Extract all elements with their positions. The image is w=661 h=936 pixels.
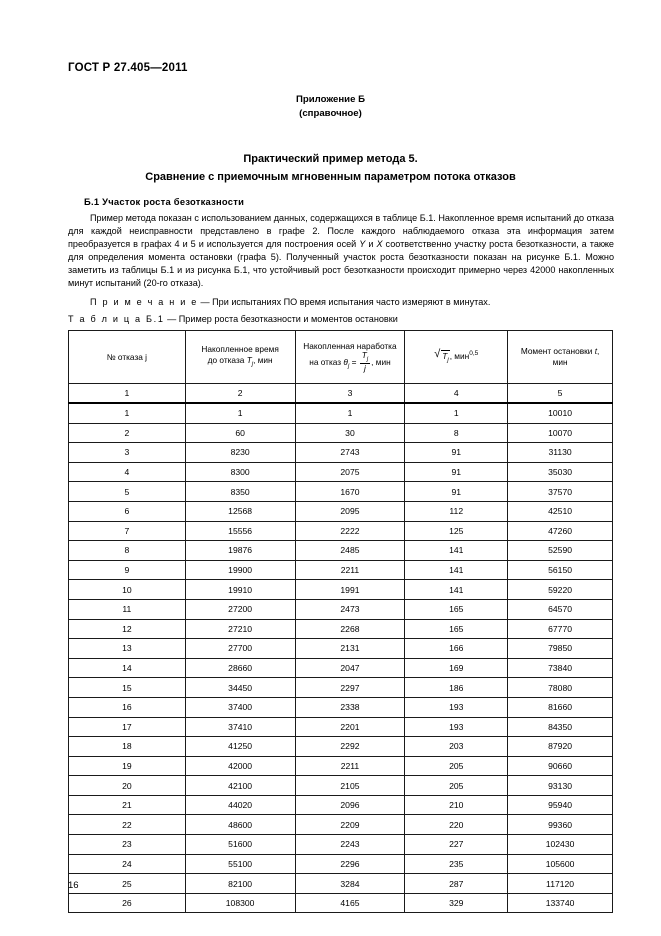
cell-failure-number: 5	[69, 482, 186, 502]
table-caption-text: — Пример роста безотказности и моментов остановки	[164, 314, 398, 324]
cell-mtbf: 30	[295, 423, 405, 443]
cell-sqrt-tj: 203	[405, 737, 508, 757]
cell-mtbf: 2243	[295, 835, 405, 855]
fraction-denominator: j	[364, 362, 366, 373]
cell-failure-number: 11	[69, 599, 186, 619]
cell-failure-number: 7	[69, 521, 186, 541]
table-row	[69, 658, 613, 678]
cell-stop-moment: 84350	[508, 717, 613, 737]
cell-stop-moment: 52590	[508, 541, 613, 561]
variable-x: X	[376, 239, 383, 250]
cell-cumulative-time: 8230	[185, 443, 295, 463]
cell-failure-number: 19	[69, 756, 186, 776]
cell-stop-moment: 59220	[508, 580, 613, 600]
table-row	[69, 599, 613, 619]
cell-failure-number: 12	[69, 619, 186, 639]
cell-cumulative-time: 28660	[185, 658, 295, 678]
table-caption-label: Т а б л и ц а Б.1	[68, 314, 165, 324]
fraction-numerator	[360, 351, 370, 364]
cell-cumulative-time: 15556	[185, 521, 295, 541]
cell-stop-moment: 10070	[508, 423, 613, 443]
page-title-line2: Сравнение с приемочным мгновенным параметром потока отказов	[145, 171, 516, 183]
cell-mtbf: 2131	[295, 639, 405, 659]
cell-cumulative-time: 51600	[185, 835, 295, 855]
cell-mtbf: 2743	[295, 443, 405, 463]
cell-failure-number: 26	[69, 893, 186, 913]
table-row	[69, 501, 613, 521]
section-heading: Б.1 Участок роста безотказности	[84, 196, 245, 207]
cell-cumulative-time: 82100	[185, 874, 295, 894]
cell-sqrt-tj: 205	[405, 776, 508, 796]
cell-sqrt-tj: 287	[405, 874, 508, 894]
cell-sqrt-tj: 186	[405, 678, 508, 698]
cell-cumulative-time: 60	[185, 423, 295, 443]
cell-sqrt-tj: 141	[405, 560, 508, 580]
cell-cumulative-time: 19876	[185, 541, 295, 561]
cell-sqrt-tj: 165	[405, 619, 508, 639]
column-header-stop-moment-line2: мин	[552, 357, 568, 367]
cell-cumulative-time: 48600	[185, 815, 295, 835]
table-row	[69, 815, 613, 835]
col2-suffix: , мин	[253, 354, 273, 365]
cell-mtbf: 2485	[295, 541, 405, 561]
cell-mtbf: 1991	[295, 580, 405, 600]
column-number-5: 5	[508, 384, 613, 404]
table-row	[69, 541, 613, 561]
cell-failure-number: 10	[69, 580, 186, 600]
cell-stop-moment: 79850	[508, 639, 613, 659]
cell-failure-number: 17	[69, 717, 186, 737]
table-caption	[68, 314, 398, 324]
table-row	[69, 443, 613, 463]
cell-cumulative-time: 8350	[185, 482, 295, 502]
table-row	[69, 482, 613, 502]
section-note	[68, 296, 614, 309]
col2-subscript: j	[251, 361, 254, 368]
cell-sqrt-tj: 141	[405, 541, 508, 561]
cell-cumulative-time: 19910	[185, 580, 295, 600]
cell-sqrt-tj: 220	[405, 815, 508, 835]
cell-mtbf: 2209	[295, 815, 405, 835]
fraction-numerator-sub: j	[366, 356, 369, 363]
cell-stop-moment: 47260	[508, 521, 613, 541]
table-row	[69, 639, 613, 659]
cell-failure-number: 9	[69, 560, 186, 580]
paragraph-part-1: Пример метода показан с использованием данных, содержащихся в таблице Б.1. Накопленное время испытаний до отказа для каждой неисправности представлено в графе 2. После каждого наблюдаемого отказа эта информация затем преобразуется в графах 4 и 5 и используется для построения осей	[68, 213, 614, 250]
annex-type: (справочное)	[299, 108, 362, 119]
cell-failure-number: 18	[69, 737, 186, 757]
table-row	[69, 854, 613, 874]
cell-sqrt-tj: 8	[405, 423, 508, 443]
column-header-failure-number	[69, 331, 186, 384]
column-header-sqrt-tj	[405, 331, 508, 384]
cell-cumulative-time: 34450	[185, 678, 295, 698]
sqrt-radicand	[441, 350, 449, 367]
cell-failure-number: 14	[69, 658, 186, 678]
table-header-row	[69, 331, 613, 384]
column-header-cumulative-time-line1: Накопленное время	[201, 343, 279, 354]
cell-cumulative-time: 44020	[185, 795, 295, 815]
cell-failure-number: 24	[69, 854, 186, 874]
cell-cumulative-time: 41250	[185, 737, 295, 757]
cell-mtbf: 1670	[295, 482, 405, 502]
cell-sqrt-tj: 91	[405, 443, 508, 463]
cell-sqrt-tj: 125	[405, 521, 508, 541]
cell-mtbf: 2297	[295, 678, 405, 698]
column-number-row	[69, 384, 613, 404]
column-number-4: 4	[405, 384, 508, 404]
cell-sqrt-tj: 141	[405, 580, 508, 600]
paragraph-part-3: соответственно участку роста безотказности, а также для определения момента остановки (графа 5). Полученный участок роста безотказности показан на рисунке Б.1. Можно заметить из таблицы Б.1 и из рисунка Б.1, что устойчивый рост безотказности происходит примерно через 42000 накопленных минут испытаний (20-го отказа).	[68, 239, 614, 289]
cell-mtbf: 2473	[295, 599, 405, 619]
table-row	[69, 619, 613, 639]
cell-cumulative-time: 8300	[185, 462, 295, 482]
cell-sqrt-tj: 193	[405, 697, 508, 717]
cell-mtbf: 1	[295, 403, 405, 423]
cell-stop-moment: 56150	[508, 560, 613, 580]
cell-mtbf: 2095	[295, 501, 405, 521]
cell-cumulative-time: 42100	[185, 776, 295, 796]
annex-block	[0, 93, 661, 121]
cell-sqrt-tj: 91	[405, 462, 508, 482]
cell-failure-number: 23	[69, 835, 186, 855]
column-header-mtbf-line2	[299, 349, 402, 374]
cell-cumulative-time: 55100	[185, 854, 295, 874]
column-number-3: 3	[295, 384, 405, 404]
table-row	[69, 521, 613, 541]
annex-label: Приложение Б	[296, 94, 365, 105]
cell-stop-moment: 78080	[508, 678, 613, 698]
cell-mtbf: 2047	[295, 658, 405, 678]
table-row	[69, 874, 613, 894]
cell-mtbf: 2105	[295, 776, 405, 796]
cell-failure-number: 2	[69, 423, 186, 443]
cell-cumulative-time: 42000	[185, 756, 295, 776]
col3-suffix: , мин	[371, 356, 391, 367]
column-header-cumulative-time-line2	[189, 355, 292, 371]
cell-cumulative-time: 27700	[185, 639, 295, 659]
table-row	[69, 403, 613, 423]
cell-failure-number: 13	[69, 639, 186, 659]
page-number: 16	[68, 880, 79, 891]
cell-mtbf: 3284	[295, 874, 405, 894]
cell-mtbf: 4165	[295, 893, 405, 913]
cell-sqrt-tj: 205	[405, 756, 508, 776]
col3-subscript: j	[347, 363, 350, 370]
fraction-tj-over-j	[360, 351, 370, 373]
table-data-rows	[69, 403, 613, 913]
cell-cumulative-time: 37410	[185, 717, 295, 737]
cell-stop-moment: 105600	[508, 854, 613, 874]
cell-cumulative-time: 27210	[185, 619, 295, 639]
cell-failure-number: 8	[69, 541, 186, 561]
cell-failure-number: 20	[69, 776, 186, 796]
sqrt-icon	[434, 350, 449, 367]
sqrt-radicand-sub: j	[447, 357, 449, 364]
standard-header: ГОСТ Р 27.405—2011	[68, 62, 188, 74]
cell-cumulative-time: 108300	[185, 893, 295, 913]
page-title	[0, 150, 661, 186]
column-number-2: 2	[185, 384, 295, 404]
column-header-mtbf	[295, 331, 405, 384]
cell-sqrt-tj: 112	[405, 501, 508, 521]
cell-stop-moment: 95940	[508, 795, 613, 815]
cell-failure-number: 16	[69, 697, 186, 717]
cell-sqrt-tj: 235	[405, 854, 508, 874]
page-title-line1: Практический пример метода 5.	[243, 153, 418, 165]
cell-stop-moment: 133740	[508, 893, 613, 913]
cell-stop-moment: 31130	[508, 443, 613, 463]
cell-failure-number: 25	[69, 874, 186, 894]
table-row	[69, 580, 613, 600]
cell-mtbf: 2292	[295, 737, 405, 757]
cell-failure-number: 6	[69, 501, 186, 521]
cell-cumulative-time: 37400	[185, 697, 295, 717]
cell-mtbf: 2211	[295, 756, 405, 776]
section-paragraph	[68, 212, 614, 291]
cell-stop-moment: 99360	[508, 815, 613, 835]
table-row	[69, 795, 613, 815]
col5-suffix: ,	[597, 346, 600, 356]
col2-prefix: до отказа	[207, 354, 247, 365]
cell-stop-moment: 73840	[508, 658, 613, 678]
col4-units: , мин	[449, 350, 470, 361]
table-row	[69, 737, 613, 757]
cell-failure-number: 4	[69, 462, 186, 482]
column-number-1: 1	[69, 384, 186, 404]
cell-sqrt-tj: 193	[405, 717, 508, 737]
column-header-stop-moment	[508, 331, 613, 384]
cell-sqrt-tj: 169	[405, 658, 508, 678]
cell-failure-number: 21	[69, 795, 186, 815]
table-row	[69, 835, 613, 855]
cell-cumulative-time: 1	[185, 403, 295, 423]
note-label: П р и м е ч а н и е	[90, 297, 198, 307]
column-header-mtbf-line1: Накопленная наработка	[303, 340, 397, 351]
table-row	[69, 462, 613, 482]
note-body: — При испытаниях ПО время испытания часто измеряют в минутах.	[197, 297, 491, 307]
cell-failure-number: 15	[69, 678, 186, 698]
table-row	[69, 560, 613, 580]
cell-stop-moment: 90660	[508, 756, 613, 776]
cell-sqrt-tj: 1	[405, 403, 508, 423]
cell-mtbf: 2201	[295, 717, 405, 737]
table-row	[69, 776, 613, 796]
cell-mtbf: 2296	[295, 854, 405, 874]
cell-stop-moment: 93130	[508, 776, 613, 796]
cell-stop-moment: 37570	[508, 482, 613, 502]
cell-stop-moment: 102430	[508, 835, 613, 855]
cell-stop-moment: 10010	[508, 403, 613, 423]
variable-y: Y	[359, 239, 366, 250]
cell-sqrt-tj: 210	[405, 795, 508, 815]
cell-sqrt-tj: 91	[405, 482, 508, 502]
reliability-growth-table	[68, 330, 613, 913]
table-body	[69, 384, 613, 404]
col3-prefix: на отказ	[309, 356, 344, 367]
paragraph-part-2: и	[365, 239, 377, 250]
cell-mtbf: 2211	[295, 560, 405, 580]
cell-failure-number: 1	[69, 403, 186, 423]
cell-stop-moment: 117120	[508, 874, 613, 894]
table-row	[69, 717, 613, 737]
cell-cumulative-time: 27200	[185, 599, 295, 619]
cell-failure-number: 22	[69, 815, 186, 835]
cell-sqrt-tj: 329	[405, 893, 508, 913]
table-row	[69, 697, 613, 717]
col5-prefix: Момент остановки	[520, 346, 595, 356]
col3-variable: θ	[343, 356, 348, 367]
table-head	[69, 331, 613, 384]
cell-mtbf: 2075	[295, 462, 405, 482]
cell-failure-number: 3	[69, 443, 186, 463]
fraction-numerator-var: T	[361, 349, 367, 360]
sqrt-radicand-var: T	[442, 350, 448, 361]
cell-mtbf: 2268	[295, 619, 405, 639]
table-row	[69, 893, 613, 913]
cell-stop-moment: 35030	[508, 462, 613, 482]
column-header-failure-number-text: № отказа j	[106, 351, 148, 362]
table-row	[69, 756, 613, 776]
table-row	[69, 678, 613, 698]
cell-mtbf: 2338	[295, 697, 405, 717]
cell-sqrt-tj: 166	[405, 639, 508, 659]
cell-cumulative-time: 12568	[185, 501, 295, 521]
table-row	[69, 423, 613, 443]
col2-variable: T	[246, 354, 252, 365]
cell-stop-moment: 81660	[508, 697, 613, 717]
col5-variable: t	[594, 346, 598, 356]
cell-stop-moment: 67770	[508, 619, 613, 639]
cell-sqrt-tj: 227	[405, 835, 508, 855]
cell-mtbf: 2222	[295, 521, 405, 541]
column-header-cumulative-time	[185, 331, 295, 384]
cell-stop-moment: 64570	[508, 599, 613, 619]
cell-stop-moment: 87920	[508, 737, 613, 757]
cell-sqrt-tj: 165	[405, 599, 508, 619]
cell-cumulative-time: 19900	[185, 560, 295, 580]
column-header-stop-moment-line1	[511, 346, 609, 357]
cell-stop-moment: 42510	[508, 501, 613, 521]
col3-equals: =	[349, 356, 359, 367]
cell-mtbf: 2096	[295, 795, 405, 815]
col4-units-exponent: 0,5	[469, 349, 479, 357]
